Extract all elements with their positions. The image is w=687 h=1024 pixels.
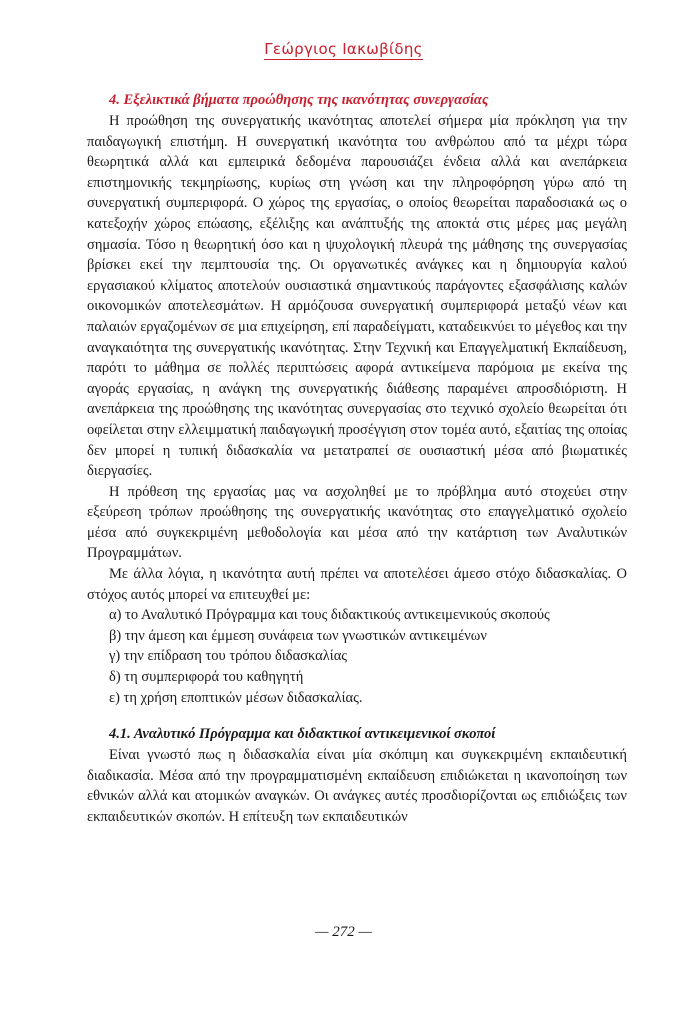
objectives-list [87, 605, 627, 708]
running-head [0, 40, 687, 58]
subsection-title: 4.1. Αναλυτικό Πρόγραμμα και διδακτικοί αντικειμενικοί σκοποί [109, 726, 496, 743]
list-item: δ) τη συμπεριφορά του καθηγητή [109, 669, 304, 686]
paragraph: Με άλλα λόγια, η ικανότητα αυτή πρέπει να αποτελέσει άμεσο στόχο διδασκαλίας. Ο στόχος αυτός μπορεί να επιτευχθεί με: [87, 566, 627, 603]
paragraph: Η προώθηση της συνεργατικής ικανότητας αποτελεί σήμερα μία πρόκληση για την παιδαγωγική επιστήμη. Η συνεργατική ικανότητα του ανθρώπου από τα μέχρι τώρα θεωρητικά αλλά και εμπειρικά δεδομένα παρουσιάζει ένδεια αλλά και ανεπάρκεια επιστημονικής τεκμηρίωσης, κυρίως στη γνώση και την πληροφόρηση γύρω από τη συνεργατική συμπεριφορά. Ο χώρος της εργασίας, ο οποίος θεωρείται παραδοσιακά ως ο κατεξοχήν χώρος επώασης, εξέλιξης και ανάπτυξής της αποκτά στις μέρες μας μεγάλη σημασία. Τόσο η θεωρητική όσο και η ψυχολογική πλευρά της μάθησης της συνεργασίας βρίσκει εκεί την πεμπτουσία της. Οι οργανωτικές ανάγκες και η δημιουργία καλού εργασιακού κλίματος αποτελούν ουσιαστικά σημαντικούς παράγοντες εξασφάλισης καλών οικονομικών αποτελεσμάτων. Η αρμόζουσα συνεργατική συμπεριφορά μεταξύ νέων και παλαιών εργαζομένων σε μια επιχείρηση, επί παραδείγματι, καταδεικνύει το μέγεθος και την αναγκαιότητα της συνεργατικής ικανότητας. Στην Τεχνική και Επαγγελματική Εκπαίδευση, παρότι το μάθημα σε πολλές περιπτώσεις αφορά αντικείμενα παρόμοια με εκείνα της αγοράς εργασίας, η ανάγκη της συνεργατικής διάθεσης παραμένει απροσδιόριστη. Η ανεπάρκεια της προώθησης της ικανότητας συνεργασίας στο τεχνικό σχολείο θεωρείται ότι οφείλεται στην ελλειμματική παιδαγωγική προσέγγιση στον τομέα αυτό, εξαιτίας της οποίας δεν μπορεί η τυπική διδασκαλία να μετατραπεί σε ουσιαστική μέσα από βιωματικές διεργασίες. [87, 113, 627, 480]
list-item: β) την άμεση και έμμεση συνάφεια των γνωστικών αντικειμένων [109, 627, 487, 644]
section-title: 4. Εξελικτικά βήματα προώθησης της ικανότητας συνεργασίας [109, 92, 489, 108]
paragraph: Η πρόθεση της εργασίας μας να ασχοληθεί με το πρόβλημα αυτό στοχεύει στην εξεύρεση τρόπων προώθησης της συνεργατικής ικανότητας στο επαγγελματικό σχολείο μέσα από συγκεκριμένη μεθοδολογία και μέσα από την κατάρτιση των Αναλυτικών Προγραμμάτων. [87, 483, 627, 562]
page-body [87, 90, 627, 828]
page-number: — 272 — [315, 924, 372, 940]
list-item: γ) την επίδραση του τρόπου διδασκαλίας [109, 648, 348, 665]
list-item: α) το Αναλυτικό Πρόγραμμα και τους διδακτικούς αντικειμενικούς σκοπούς [109, 607, 550, 624]
list-item: ε) τη χρήση εποπτικών μέσων διδασκαλίας. [109, 689, 363, 706]
paragraph: Είναι γνωστό πως η διδασκαλία είναι μία σκόπιμη και συγκεκριμένη εκπαιδευτική διαδικασία. Μέσα από την προγραμματισμένη εκπαίδευση επιδιώκεται η ικανοποίηση των εθνικών αλλά και ατομικών αναγκών. Οι ανάγκες αυτές προσδιορίζονται ως επιδιώξεις των εκπαιδευτικών σκοπών. Η επίτευξη των εκπαιδευτικών [87, 747, 627, 825]
author-name: Γεώργιος Ιακωβίδης [264, 40, 423, 58]
